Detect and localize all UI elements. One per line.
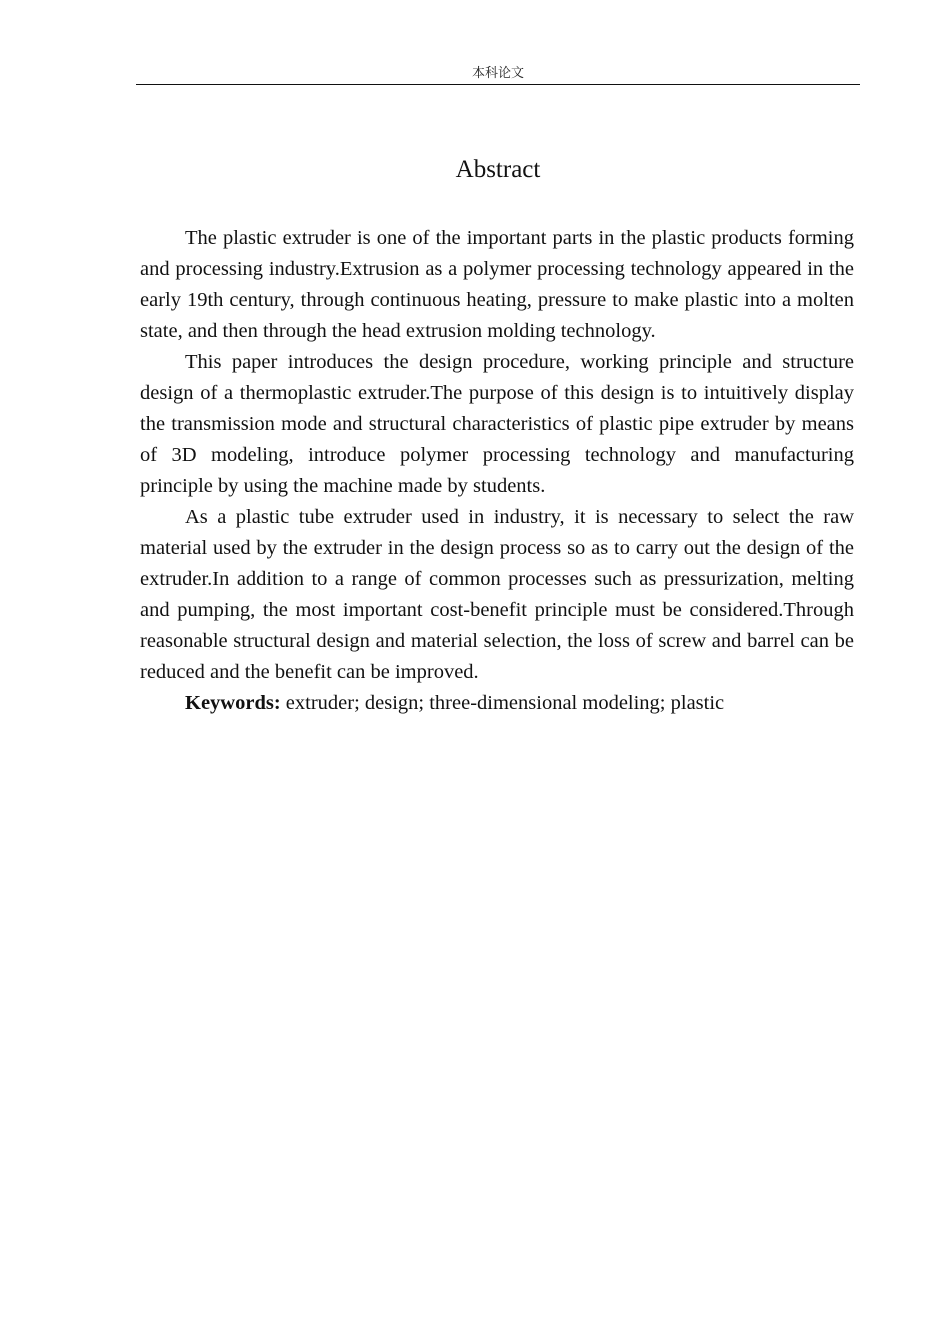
abstract-title: Abstract [455,156,541,183]
abstract-paragraph-2: This paper introduces the design procedure, working principle and structure design of a thermoplastic extruder.The purpose of this design is to intuitively display the transmission mode and structural characteristics of plastic pipe extruder by means of 3D modeling, introduce polymer processing technology and manufacturing principle by using the machine made by students. [140,351,854,497]
abstract-body [140,223,854,719]
abstract-paragraph-1: The plastic extruder is one of the important parts in the plastic products forming and processing industry.Extrusion as a polymer processing technology appeared in the early 19th century, through continuous heating, pressure to make plastic into a molten state, and then through the head extrusion molding technology. [140,227,854,342]
keywords-line [140,688,854,719]
running-header: 本科论文 [136,66,860,85]
abstract-paragraph-3: As a plastic tube extruder used in industry, it is necessary to select the raw material used by the extruder in the design process so as to carry out the design of the extruder.In addition to a range of common processes such as pressurization, melting and pumping, the most important cost-benefit principle must be considered.Through reasonable structural design and material selection, the loss of screw and barrel can be reduced and the benefit can be improved. [140,506,854,683]
keywords-text: extruder; design; three-dimensional modeling; plastic [280,692,725,714]
keywords-label: Keywords: [185,692,281,714]
